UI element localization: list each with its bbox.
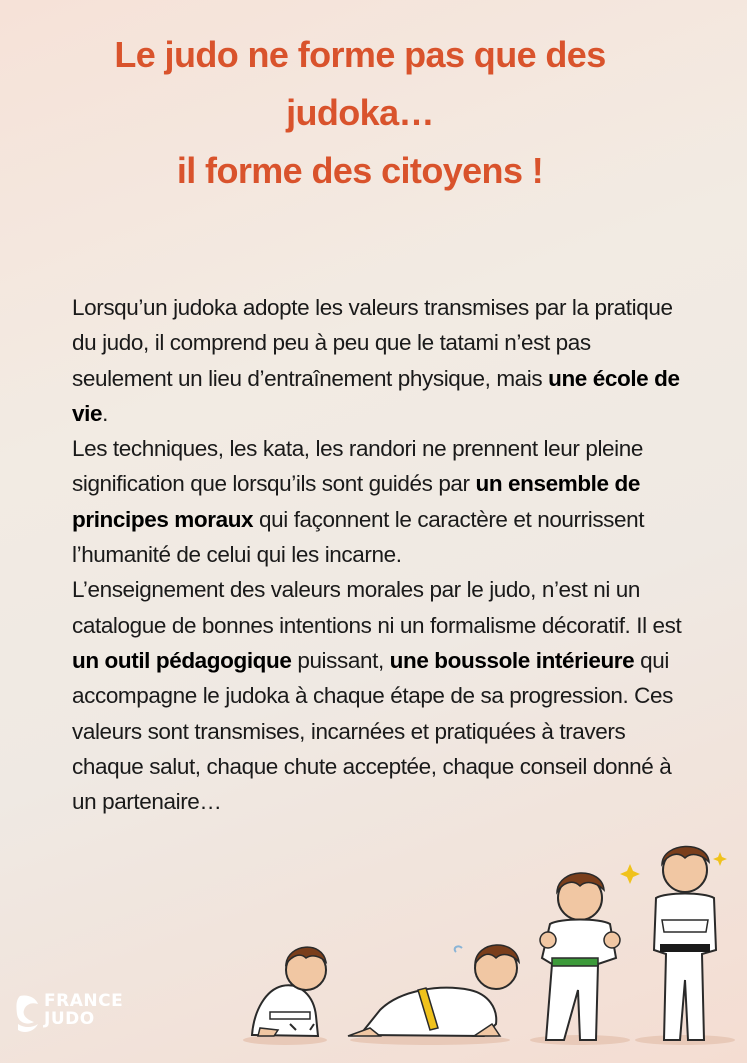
judoka-progression-illustration (230, 840, 747, 1063)
paragraph-2-emphasis: un ensemble de principes moraux (72, 471, 640, 532)
page-title (40, 26, 680, 200)
judoka-kneeling-white-belt (243, 947, 327, 1045)
judoka-crawling-yellow-belt (348, 945, 519, 1045)
judoka-standing-green-belt (530, 873, 630, 1045)
paragraph-1-text-b: . (102, 400, 108, 426)
title-line-2: judoka… (286, 92, 434, 133)
paragraph-3-text-c: qui accompagne le judoka à chaque étape de sa progression. Ces valeurs sont transmises, incarnées et pratiquées à travers chaque salut, chaque chute acceptée, chaque conseil donné à un partenaire… (72, 647, 673, 815)
paragraph-1-emphasis: une école de vie (72, 365, 680, 426)
logo-swoosh-icon (14, 992, 44, 1036)
logo-line-2: JUDO (44, 1009, 95, 1029)
title-line-3: il forme des citoyens ! (176, 150, 544, 191)
paragraph-1-text-a: Lorsqu’un judoka adopte les valeurs transmises par la pratique du judo, il comprend peu à peu que le tatami n’est pas seulement un lieu d’entraînement physique, mais (72, 295, 673, 391)
france-judo-logo (14, 992, 134, 1036)
paragraph-3-emphasis-1: un outil pédagogique (72, 647, 292, 673)
paragraph-2-text-b: qui façonnent le caractère et nourrissent l’humanité de celui qui les incarne. (72, 506, 645, 568)
body-text (72, 290, 682, 819)
title-line-1: Le judo ne forme pas que des (114, 34, 606, 75)
judoka-standing-black-belt (620, 846, 735, 1045)
logo-line-1: FRANCE (44, 991, 124, 1011)
paragraph-3-text-a: L’enseignement des valeurs morales par le judo, n’est ni un catalogue de bonnes intentions ni un formalisme décoratif. Il est (72, 577, 682, 638)
paragraph-1 (72, 290, 682, 431)
paragraph-2 (72, 431, 682, 572)
paragraph-3-emphasis-2: une boussole intérieure (389, 647, 635, 673)
logo-text (44, 992, 123, 1028)
paragraph-2-text-a: Les techniques, les kata, les randori ne prennent leur pleine signification que lorsqu’ils sont guidés par (72, 436, 643, 497)
paragraph-3 (72, 572, 682, 819)
paragraph-3-text-b: puissant, (291, 647, 390, 673)
